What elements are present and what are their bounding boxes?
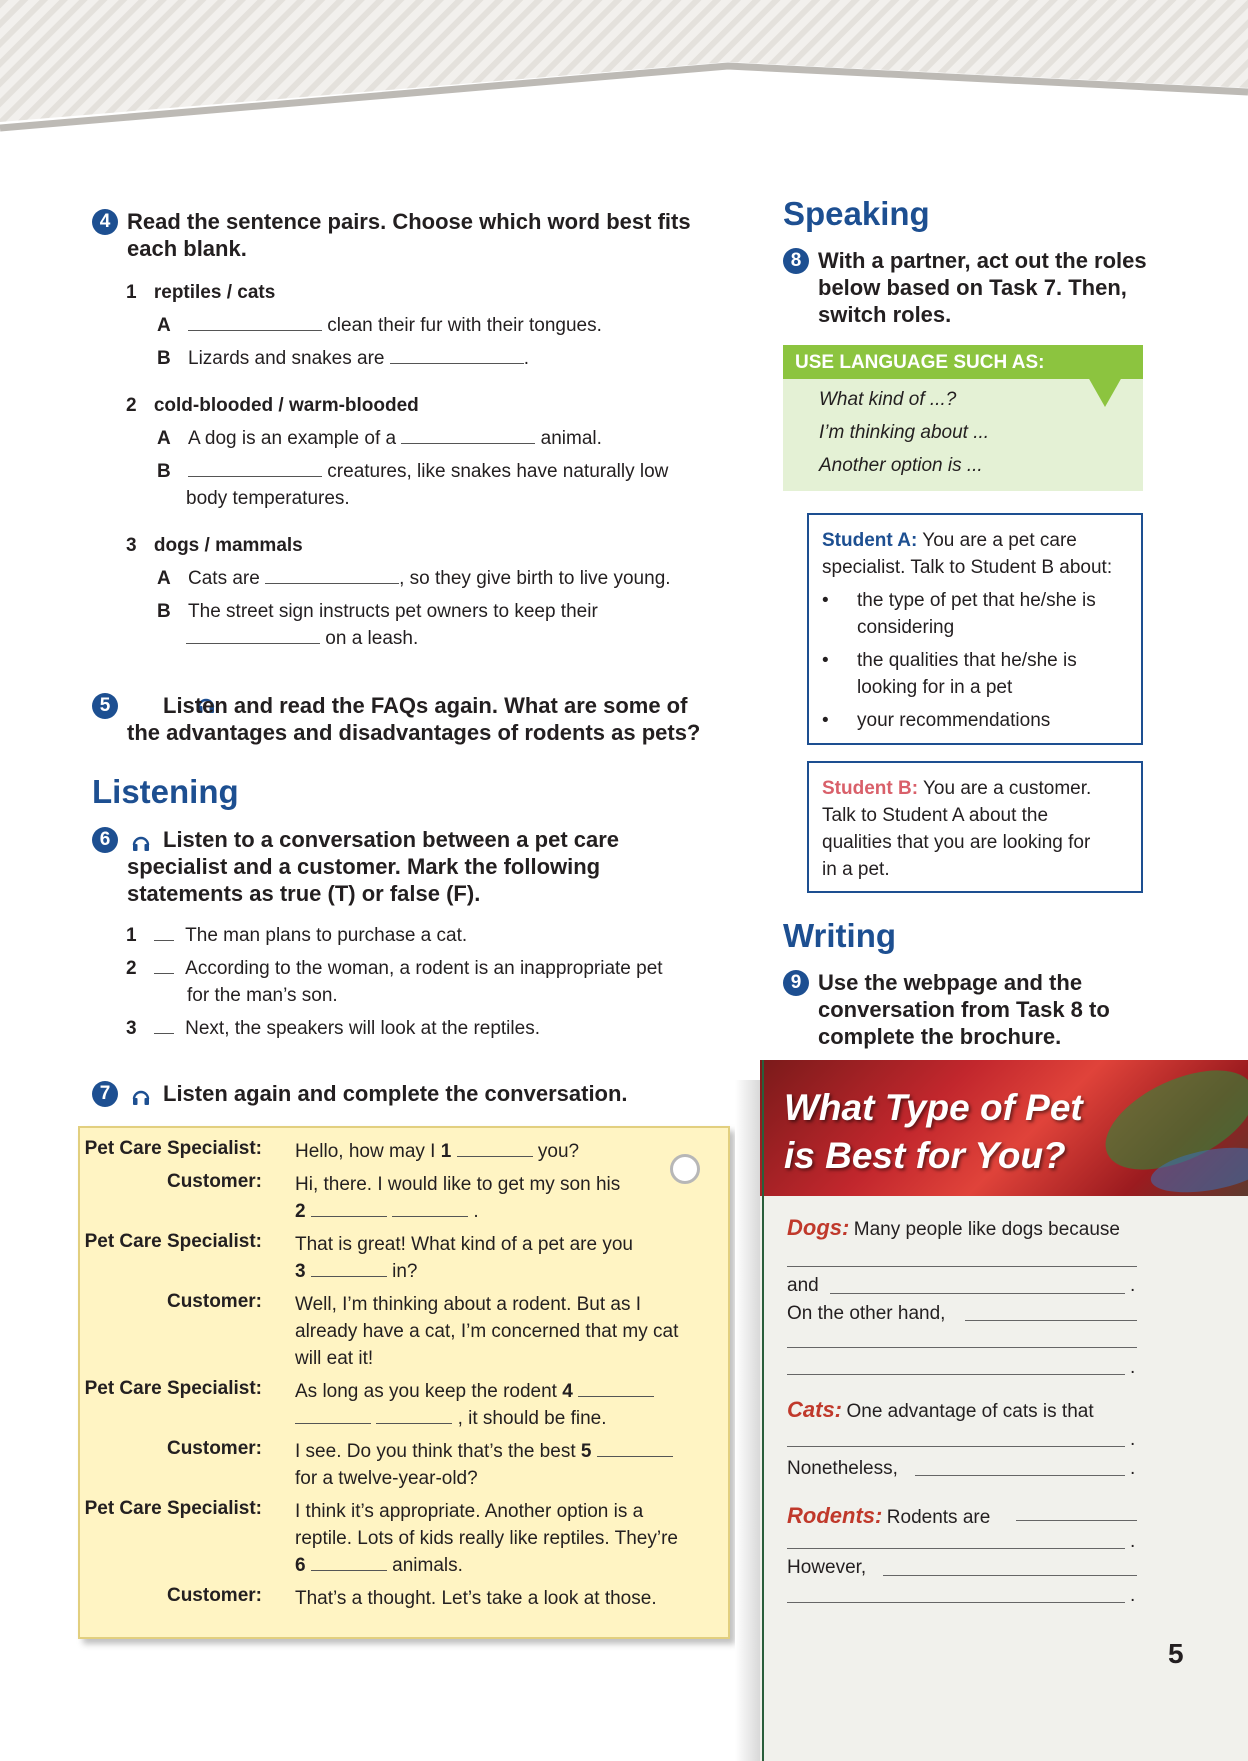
statement-3: 3 Next, the speakers will look at the reptiles. (126, 1015, 726, 1042)
task-number-badge: 7 (92, 1081, 118, 1107)
use-language-box (783, 345, 1143, 491)
bullet-item: • your recommendations (809, 707, 1139, 734)
bullet-item: • the type of pet that he/she is considering (809, 587, 1139, 641)
writing-line[interactable] (787, 1347, 1137, 1348)
phrase: What kind of ...? (819, 389, 957, 410)
item-3b: B The street sign instructs pet owners to keep their on a leash. (157, 601, 598, 649)
answer-blank[interactable] (311, 1552, 387, 1571)
writing-line[interactable] (787, 1374, 1125, 1375)
answer-blank[interactable] (390, 345, 524, 364)
speaker-label: Pet Care Specialist: (84, 1378, 262, 1399)
student-b-card: Student B: You are a customer. Talk to Student A about the qualities that you are looking for in a pet. (807, 761, 1143, 893)
speaker-label: Customer: (166, 1438, 262, 1459)
brochure: What Type of Pet is Best for You? Dogs: Many people like dogs because and . On the other hand, . Cats: One advantage of cats is that . Nonetheless, . Rodents: Rodents are . However, . (760, 1060, 1248, 1761)
conversation-line: Hello, how may I 1 you? (295, 1138, 579, 1165)
conversation-line: Hi, there. I would like to get my son his 2 . (295, 1174, 621, 1222)
writing-line[interactable] (787, 1602, 1125, 1603)
tf-blank[interactable] (154, 1015, 174, 1034)
task-number-badge: 9 (783, 970, 809, 996)
writing-line[interactable] (883, 1575, 1137, 1576)
answer-blank[interactable] (188, 458, 322, 477)
item-1-heading: 1 reptiles / cats (126, 282, 276, 303)
writing-line[interactable] (1016, 1520, 1137, 1521)
bullet-icon: • (822, 710, 829, 731)
task-number-badge: 8 (783, 248, 809, 274)
answer-blank[interactable] (578, 1378, 654, 1397)
item-1a: A clean their fur with their tongues. (157, 312, 602, 339)
dogs-row: Dogs: Many people like dogs because (787, 1215, 1120, 1240)
answer-blank[interactable] (295, 1405, 371, 1424)
cats-row: Cats: One advantage of cats is that (787, 1397, 1094, 1422)
statement-2: 2 According to the woman, a rodent is an inappropriate pet for the man’s son. (126, 955, 726, 1009)
conversation-note (78, 1126, 730, 1639)
section-heading-writing: Writing (783, 917, 897, 954)
page-number: 5 (1168, 1638, 1184, 1669)
headphones-icon (132, 1085, 150, 1101)
phrase: Another option is ... (819, 455, 983, 476)
item-3a: A Cats are , so they give birth to live young. (157, 565, 671, 592)
answer-blank[interactable] (188, 312, 322, 331)
statement-1: 1 The man plans to purchase a cat. (126, 922, 726, 949)
tf-blank[interactable] (154, 922, 174, 941)
bullet-item: • the qualities that he/she is looking for in a pet (809, 647, 1139, 701)
parrot-feather-graphic (1060, 1060, 1248, 1196)
writing-line[interactable] (787, 1548, 1125, 1549)
brochure-text: Nonetheless, (787, 1458, 898, 1479)
answer-blank[interactable] (401, 425, 535, 444)
rodents-row: Rodents: Rodents are (787, 1503, 991, 1528)
speaker-label: Pet Care Specialist: (84, 1138, 262, 1159)
task-5-text: Listen and read the FAQs again. What are some of the advantages and disadvantages of rodents as pets? (127, 693, 701, 745)
conversation-line: That’s a thought. Let’s take a look at those. (295, 1588, 657, 1609)
student-a-card: Student A: You are a pet care specialist. Talk to Student B about: • the type of pet that he/she is considering • the qualities that he/she is looking for in a pet • your recommendations (807, 513, 1143, 745)
answer-blank[interactable] (376, 1405, 452, 1424)
task-9-instruction: 9 Use the webpage and the conversation from Task 8 to complete the brochure. (783, 969, 1148, 1050)
task-8-instruction: 8 With a partner, act out the roles below based on Task 7. Then, switch roles. (783, 247, 1148, 328)
answer-blank[interactable] (186, 625, 320, 644)
task-7-instruction: Listen again and complete the conversation. (163, 1081, 628, 1106)
conversation-line: I think it’s appropriate. Another option is a reptile. Lots of kids really like reptiles. They’re 6 animals. (295, 1501, 678, 1576)
speaker-label: Customer: (166, 1291, 262, 1312)
answer-blank[interactable] (597, 1438, 673, 1457)
answer-blank[interactable] (311, 1198, 387, 1217)
answer-blank[interactable] (457, 1138, 533, 1157)
conversation-line: That is great! What kind of a pet are you 3 in? (295, 1234, 633, 1282)
item-3-heading: 3 dogs / mammals (126, 535, 303, 556)
use-language-title: USE LANGUAGE SUCH AS: (783, 345, 1143, 379)
header-banner (0, 0, 1248, 140)
speaker-label: Customer: (166, 1585, 262, 1606)
tf-blank[interactable] (154, 955, 174, 974)
task-6-instruction: Listen to a conversation between a pet care specialist and a customer. Mark the following statements as true (T) or false (F). (127, 827, 620, 906)
speaker-label: Customer: (166, 1171, 262, 1192)
conversation-line: As long as you keep the rodent 4 , it should be fine. (295, 1378, 654, 1432)
student-b-label: Student B: (822, 778, 919, 799)
answer-blank[interactable] (392, 1198, 468, 1217)
answer-blank[interactable] (311, 1258, 387, 1277)
writing-line[interactable] (787, 1266, 1137, 1267)
student-a-label: Student A: (822, 530, 918, 551)
writing-line[interactable] (965, 1320, 1137, 1321)
writing-line[interactable] (787, 1446, 1125, 1447)
brochure-title: What Type of Pet is Best for You? (784, 1087, 1083, 1176)
note-pin-hole (670, 1154, 700, 1184)
callout-arrow-icon (1088, 377, 1122, 407)
writing-line[interactable] (830, 1293, 1125, 1294)
brochure-text: However, (787, 1557, 867, 1578)
conversation-line: I see. Do you think that’s the best 5 for a twelve-year-old? (295, 1438, 673, 1492)
item-2-heading: 2 cold-blooded / warm-blooded (126, 395, 419, 416)
brochure-text: and (787, 1275, 819, 1296)
item-2b: B creatures, like snakes have naturally low body temperatures. (157, 458, 717, 512)
brochure-text: On the other hand, (787, 1303, 946, 1324)
bullet-icon: • (822, 590, 829, 611)
section-heading-listening: Listening (92, 773, 239, 810)
item-2a: A A dog is an example of a animal. (157, 425, 602, 452)
speaker-label: Pet Care Specialist: (84, 1231, 262, 1252)
conversation-line: Well, I’m thinking about a rodent. But as I already have a cat, I’m concerned that my cat will eat it! (295, 1294, 679, 1369)
task-number-badge: 4 (92, 209, 118, 235)
bullet-icon: • (822, 650, 829, 671)
answer-blank[interactable] (265, 565, 399, 584)
speaker-label: Pet Care Specialist: (84, 1498, 262, 1519)
task-number-badge: 5 (92, 693, 118, 719)
brochure-fold-shadow (735, 1080, 761, 1761)
task-4-instruction: 4 Read the sentence pairs. Choose which word best fits each blank. (92, 208, 712, 262)
item-1b: B Lizards and snakes are . (157, 345, 529, 372)
writing-line[interactable] (915, 1475, 1125, 1476)
phrase: I’m thinking about ... (819, 422, 990, 443)
task-number-badge: 6 (92, 827, 118, 853)
brochure-border (762, 1060, 764, 1761)
section-heading-speaking: Speaking (783, 195, 930, 232)
